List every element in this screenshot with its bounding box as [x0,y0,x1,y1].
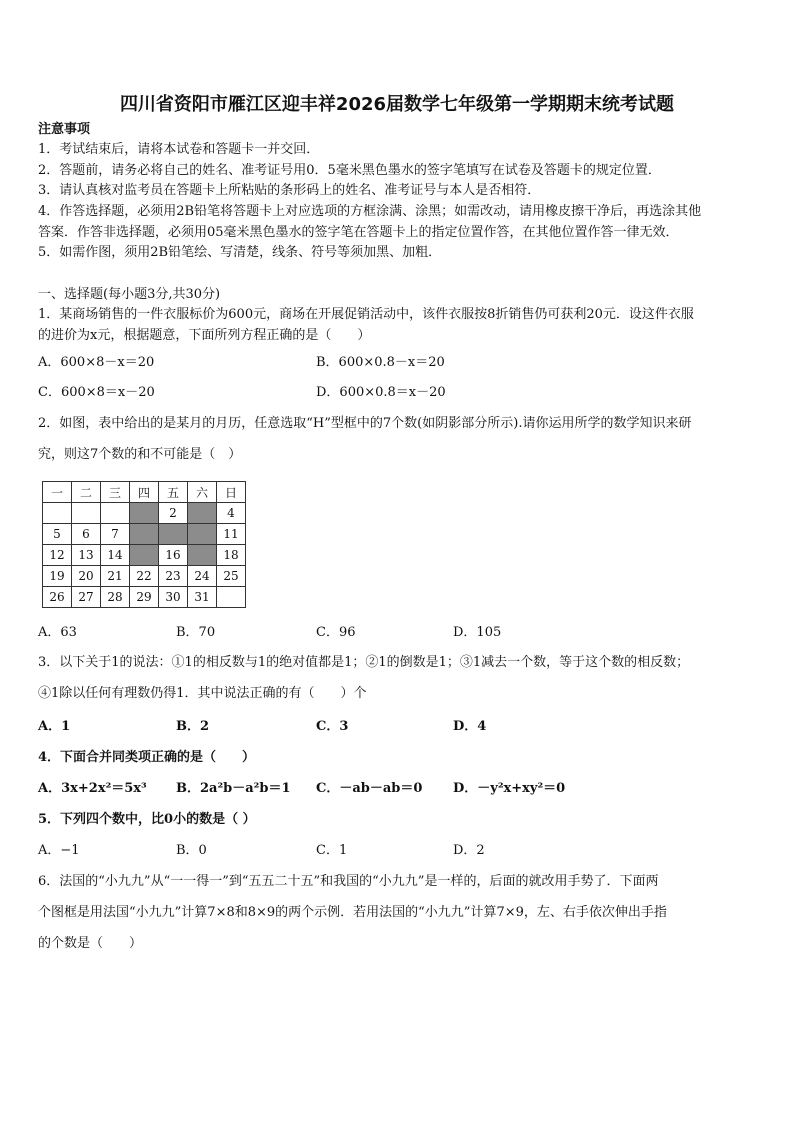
calendar-cell: 24 [188,566,217,587]
calendar-cell: 21 [101,566,130,587]
q4-option-a: A．3x+2x²＝5x³ [38,781,147,796]
calendar-row [43,545,246,566]
q1-option-d: D．600×0.8＝x－20 [316,385,446,400]
calendar-cell [43,503,72,524]
q6-stem-line1: 6．法国的“小九九”从“一一得一”到“五五二十五”和我国的“小九九”是一样的，后面的就改用手势了．下面两 [38,874,659,889]
q3-option-a: A．1 [38,719,71,734]
calendar-row [43,503,246,524]
q6-stem-line3: 的个数是（ ） [38,936,143,951]
notice-line-2: 2．答题前，请务必将自己的姓名、准考证号用0．5毫米黑色墨水的签字笔填写在试卷及答题卡的规定位置． [38,163,661,178]
notice-line-3: 3．请认真核对监考员在答题卡上所粘贴的条形码上的姓名、准考证号与本人是否相符． [38,183,541,198]
q3-stem-line1: 3．以下关于1的说法：①1的相反数与1的绝对值都是1；②1的倒数是1；③1减去一个数，等于这个数的相反数； [38,655,690,670]
q5-option-b: B．0 [176,843,207,858]
q6-stem-line2: 个图框是用法国“小九九”计算7×8和8×9的两个示例．若用法国的“小九九”计算7×9，左、右手依次伸出手指 [38,905,667,920]
q2-option-c: C．96 [316,625,356,640]
q2-option-d: D．105 [453,625,502,640]
q4-option-d: D．－y²x+xy²＝0 [453,781,566,796]
calendar-cell: 4 [217,503,246,524]
q4-option-c: C．－ab－ab＝0 [316,781,423,796]
q3-option-d: D．4 [453,719,487,734]
calendar-row [43,566,246,587]
q1-option-b: B．600×0.8－x＝20 [316,355,445,370]
notice-line-1: 1．考试结束后，请将本试卷和答题卡一并交回． [38,142,320,157]
calendar-cell [217,587,246,608]
calendar-cell: 18 [217,545,246,566]
calendar-cell: 28 [101,587,130,608]
q4-option-b: B．2a²b－a²b＝1 [176,781,291,796]
calendar-header-cell: 四 [130,482,159,503]
calendar-cell: 2 [159,503,188,524]
q4-stem: 4．下面合并同类项正确的是（ ） [38,750,256,765]
calendar-cell-shaded [188,545,217,566]
calendar-cell: 31 [188,587,217,608]
calendar-cell: 13 [72,545,101,566]
calendar-cell-shaded [159,524,188,545]
calendar-cell: 20 [72,566,101,587]
q2-option-b: B．70 [176,625,216,640]
calendar-cell: 5 [43,524,72,545]
q2-option-a: A．63 [38,625,77,640]
section-heading: 一、选择题(每小题3分,共30分) [38,287,221,302]
calendar-cell: 29 [130,587,159,608]
notice-line-6: 5．如需作图，须用2B铅笔绘、写清楚，线条、符号等须加黑、加粗． [38,245,442,260]
calendar-cell-shaded [130,503,159,524]
q1-stem-line1: 1．某商场销售的一件衣服标价为600元，商场在开展促销活动中，该件衣服按8折销售仍可获利20元．设这件衣服 [38,307,694,322]
q5-option-c: C．1 [316,843,348,858]
calendar-table [42,481,246,608]
calendar-cell-shaded [130,524,159,545]
calendar-cell [72,503,101,524]
calendar-cell: 7 [101,524,130,545]
q2-stem-line1: 2．如图，表中给出的是某月的月历，任意选取“H”型框中的7个数(如阴影部分所示).请你运用所学的数学知识来研 [38,416,692,431]
calendar-cell-shaded [188,503,217,524]
q1-option-a: A．600×8－x＝20 [38,355,155,370]
calendar-row [43,524,246,545]
notice-line-4: 4．作答选择题，必须用2B铅笔将答题卡上对应选项的方框涂满、涂黑；如需改动，请用橡皮擦干净后，再选涂其他 [38,204,702,219]
q3-stem-line2: ④1除以任何有理数仍得1．其中说法正确的有（ ）个 [38,686,367,701]
calendar-cell-shaded [130,545,159,566]
calendar-cell-shaded [188,524,217,545]
calendar-cell: 11 [217,524,246,545]
calendar-cell: 25 [217,566,246,587]
page-title: 四川省资阳市雁江区迎丰祥2026届数学七年级第一学期期末统考试题 [119,94,675,115]
q5-stem: 5．下列四个数中，比0小的数是（ ） [38,812,256,827]
notice-heading: 注意事项 [38,122,91,137]
calendar-header-cell: 一 [43,482,72,503]
calendar-cell: 23 [159,566,188,587]
calendar-cell: 6 [72,524,101,545]
q5-option-d: D．2 [453,843,485,858]
calendar-header-cell: 五 [159,482,188,503]
calendar-header-cell: 六 [188,482,217,503]
calendar-cell [101,503,130,524]
calendar-row [43,587,246,608]
q1-stem-line2: 的进价为x元，根据题意，下面所列方程正确的是（ ） [38,328,371,343]
calendar-cell: 27 [72,587,101,608]
calendar-cell: 22 [130,566,159,587]
calendar-cell: 30 [159,587,188,608]
calendar-cell: 19 [43,566,72,587]
q2-stem-line2: 究，则这7个数的和不可能是（ ） [38,447,242,462]
calendar-header-cell: 二 [72,482,101,503]
q5-option-a: A．−1 [38,843,80,858]
calendar-cell: 26 [43,587,72,608]
calendar-header-cell: 三 [101,482,130,503]
q1-option-c: C．600×8＝x－20 [38,385,155,400]
notice-line-5: 答案．作答非选择题，必须用05毫米黑色墨水的签字笔在答题卡上的指定位置作答，在其他位置作答一律无效． [38,225,679,240]
q3-option-b: B．2 [176,719,210,734]
calendar-header-cell: 日 [217,482,246,503]
calendar-header-row [43,482,246,503]
calendar-cell: 12 [43,545,72,566]
calendar-cell: 16 [159,545,188,566]
q3-option-c: C．3 [316,719,349,734]
calendar-cell: 14 [101,545,130,566]
